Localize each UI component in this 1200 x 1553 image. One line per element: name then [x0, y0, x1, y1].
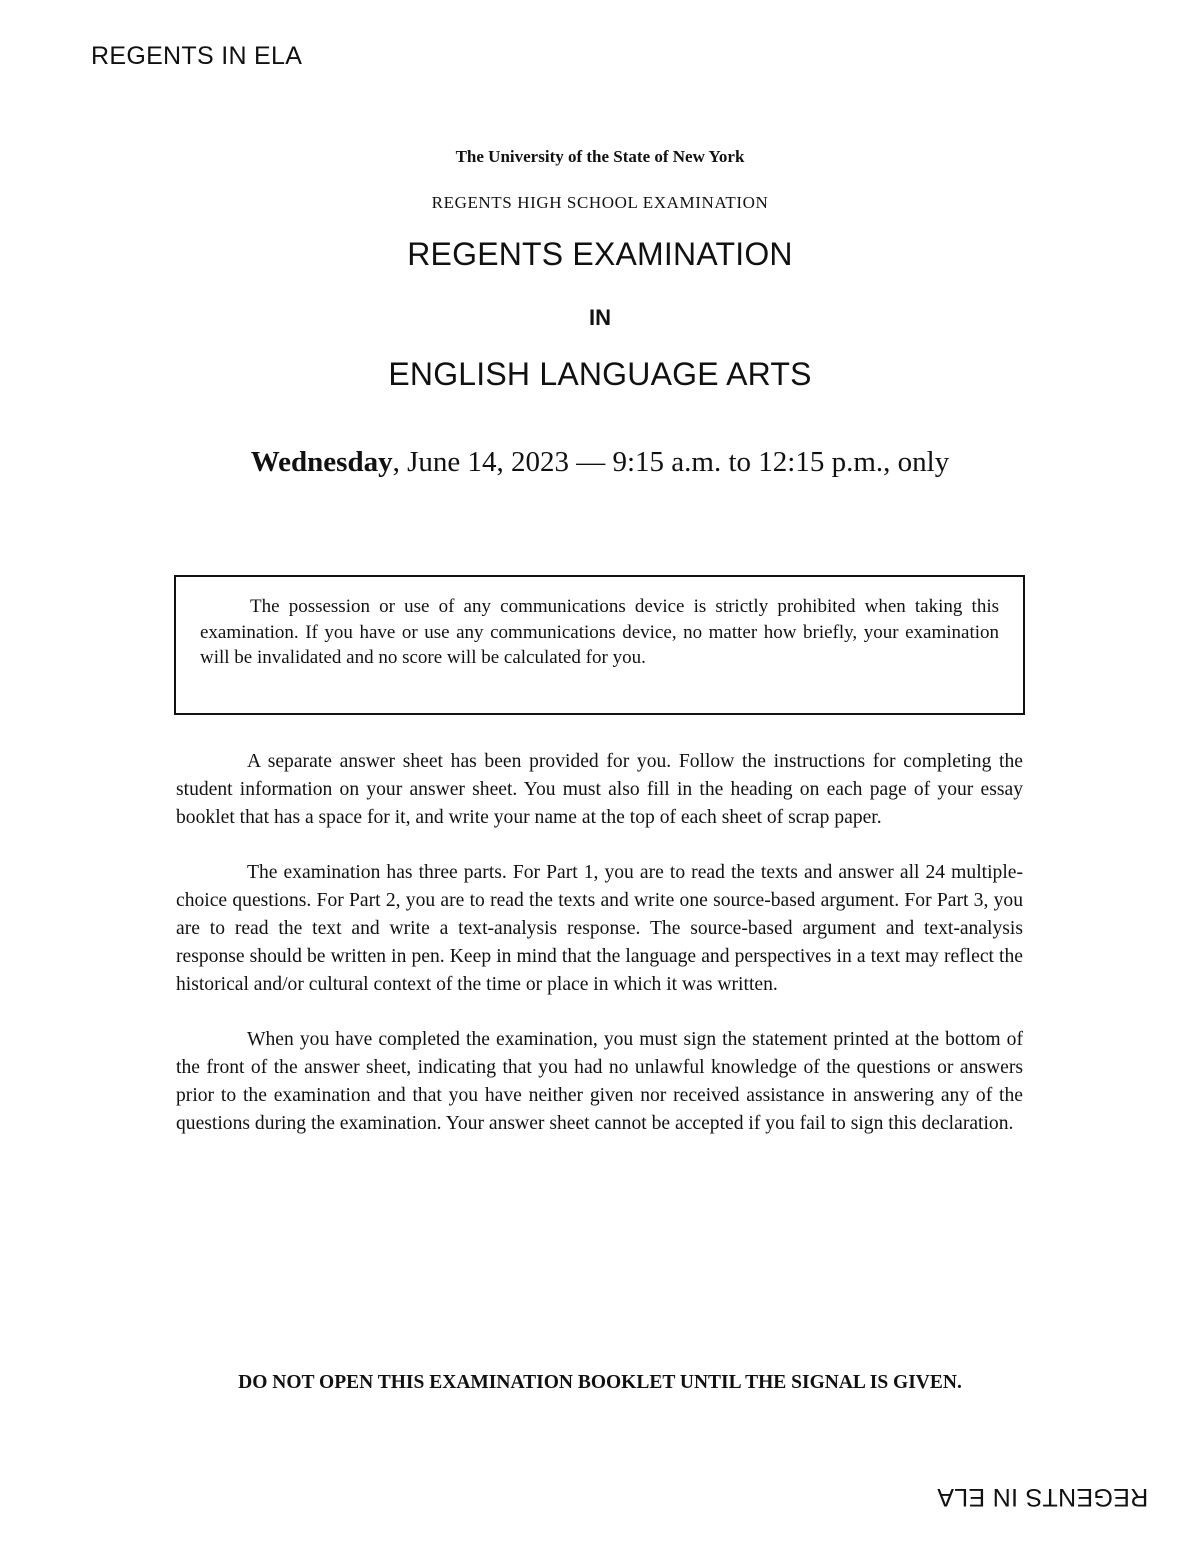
exam-category: REGENTS HIGH SCHOOL EXAMINATION: [431, 193, 769, 212]
instruction-paragraph-answer-sheet: A separate answer sheet has been provided for you. Follow the instructions for completing the student information on your answer sheet. You must also fill in the heading on each page of your essay booklet that has a space for it, and write your name at the top of each sheet of scrap paper.: [176, 751, 1023, 828]
exam-weekday: Wednesday: [250, 446, 393, 478]
instruction-paragraph-declaration: When you have completed the examination, you must sign the statement printed at the bottom of the front of the answer sheet, indicating that you had no unlawful knowledge of the questions or answers prior to the examination and that you have neither given nor received assistance in answering any of the questions during the examination. Your answer sheet cannot be accepted if you fail to sign this declaration.: [176, 1029, 1023, 1134]
corner-label-bottom-inverted: REGENTS IN ELA: [936, 1483, 1148, 1511]
exam-date: [0, 446, 1200, 479]
institution-name: The University of the State of New York: [455, 147, 745, 166]
device-notice-text: The possession or use of any communications device is strictly prohibited when taking this examination. If you have or use any communications device, no matter how briefly, your examination will be invalidated and no score will be calculated for you.: [200, 596, 999, 668]
do-not-open-warning: DO NOT OPEN THIS EXAMINATION BOOKLET UNTIL THE SIGNAL IS GIVEN.: [238, 1372, 962, 1393]
exam-title-connector: IN: [589, 305, 611, 330]
corner-label-top: REGENTS IN ELA: [91, 42, 303, 70]
exam-date-time: , June 14, 2023 — 9:15 a.m. to 12:15 p.m., only: [392, 446, 950, 478]
instructions: [176, 748, 1023, 1165]
device-notice-box: [174, 575, 1025, 715]
exam-title: REGENTS EXAMINATION: [407, 236, 793, 272]
instruction-paragraph-parts: The examination has three parts. For Part 1, you are to read the texts and answer all 24 multiple-choice questions. For Part 2, you are to read the texts and write one source-based argument. For Part 3, you are to read the text and write a text-analysis response. The source-based argument and text-analysis response should be written in pen. Keep in mind that the language and perspectives in a text may reflect the historical and/or cultural context of the time or place in which it was written.: [176, 862, 1023, 995]
exam-subject: ENGLISH LANGUAGE ARTS: [388, 356, 812, 392]
